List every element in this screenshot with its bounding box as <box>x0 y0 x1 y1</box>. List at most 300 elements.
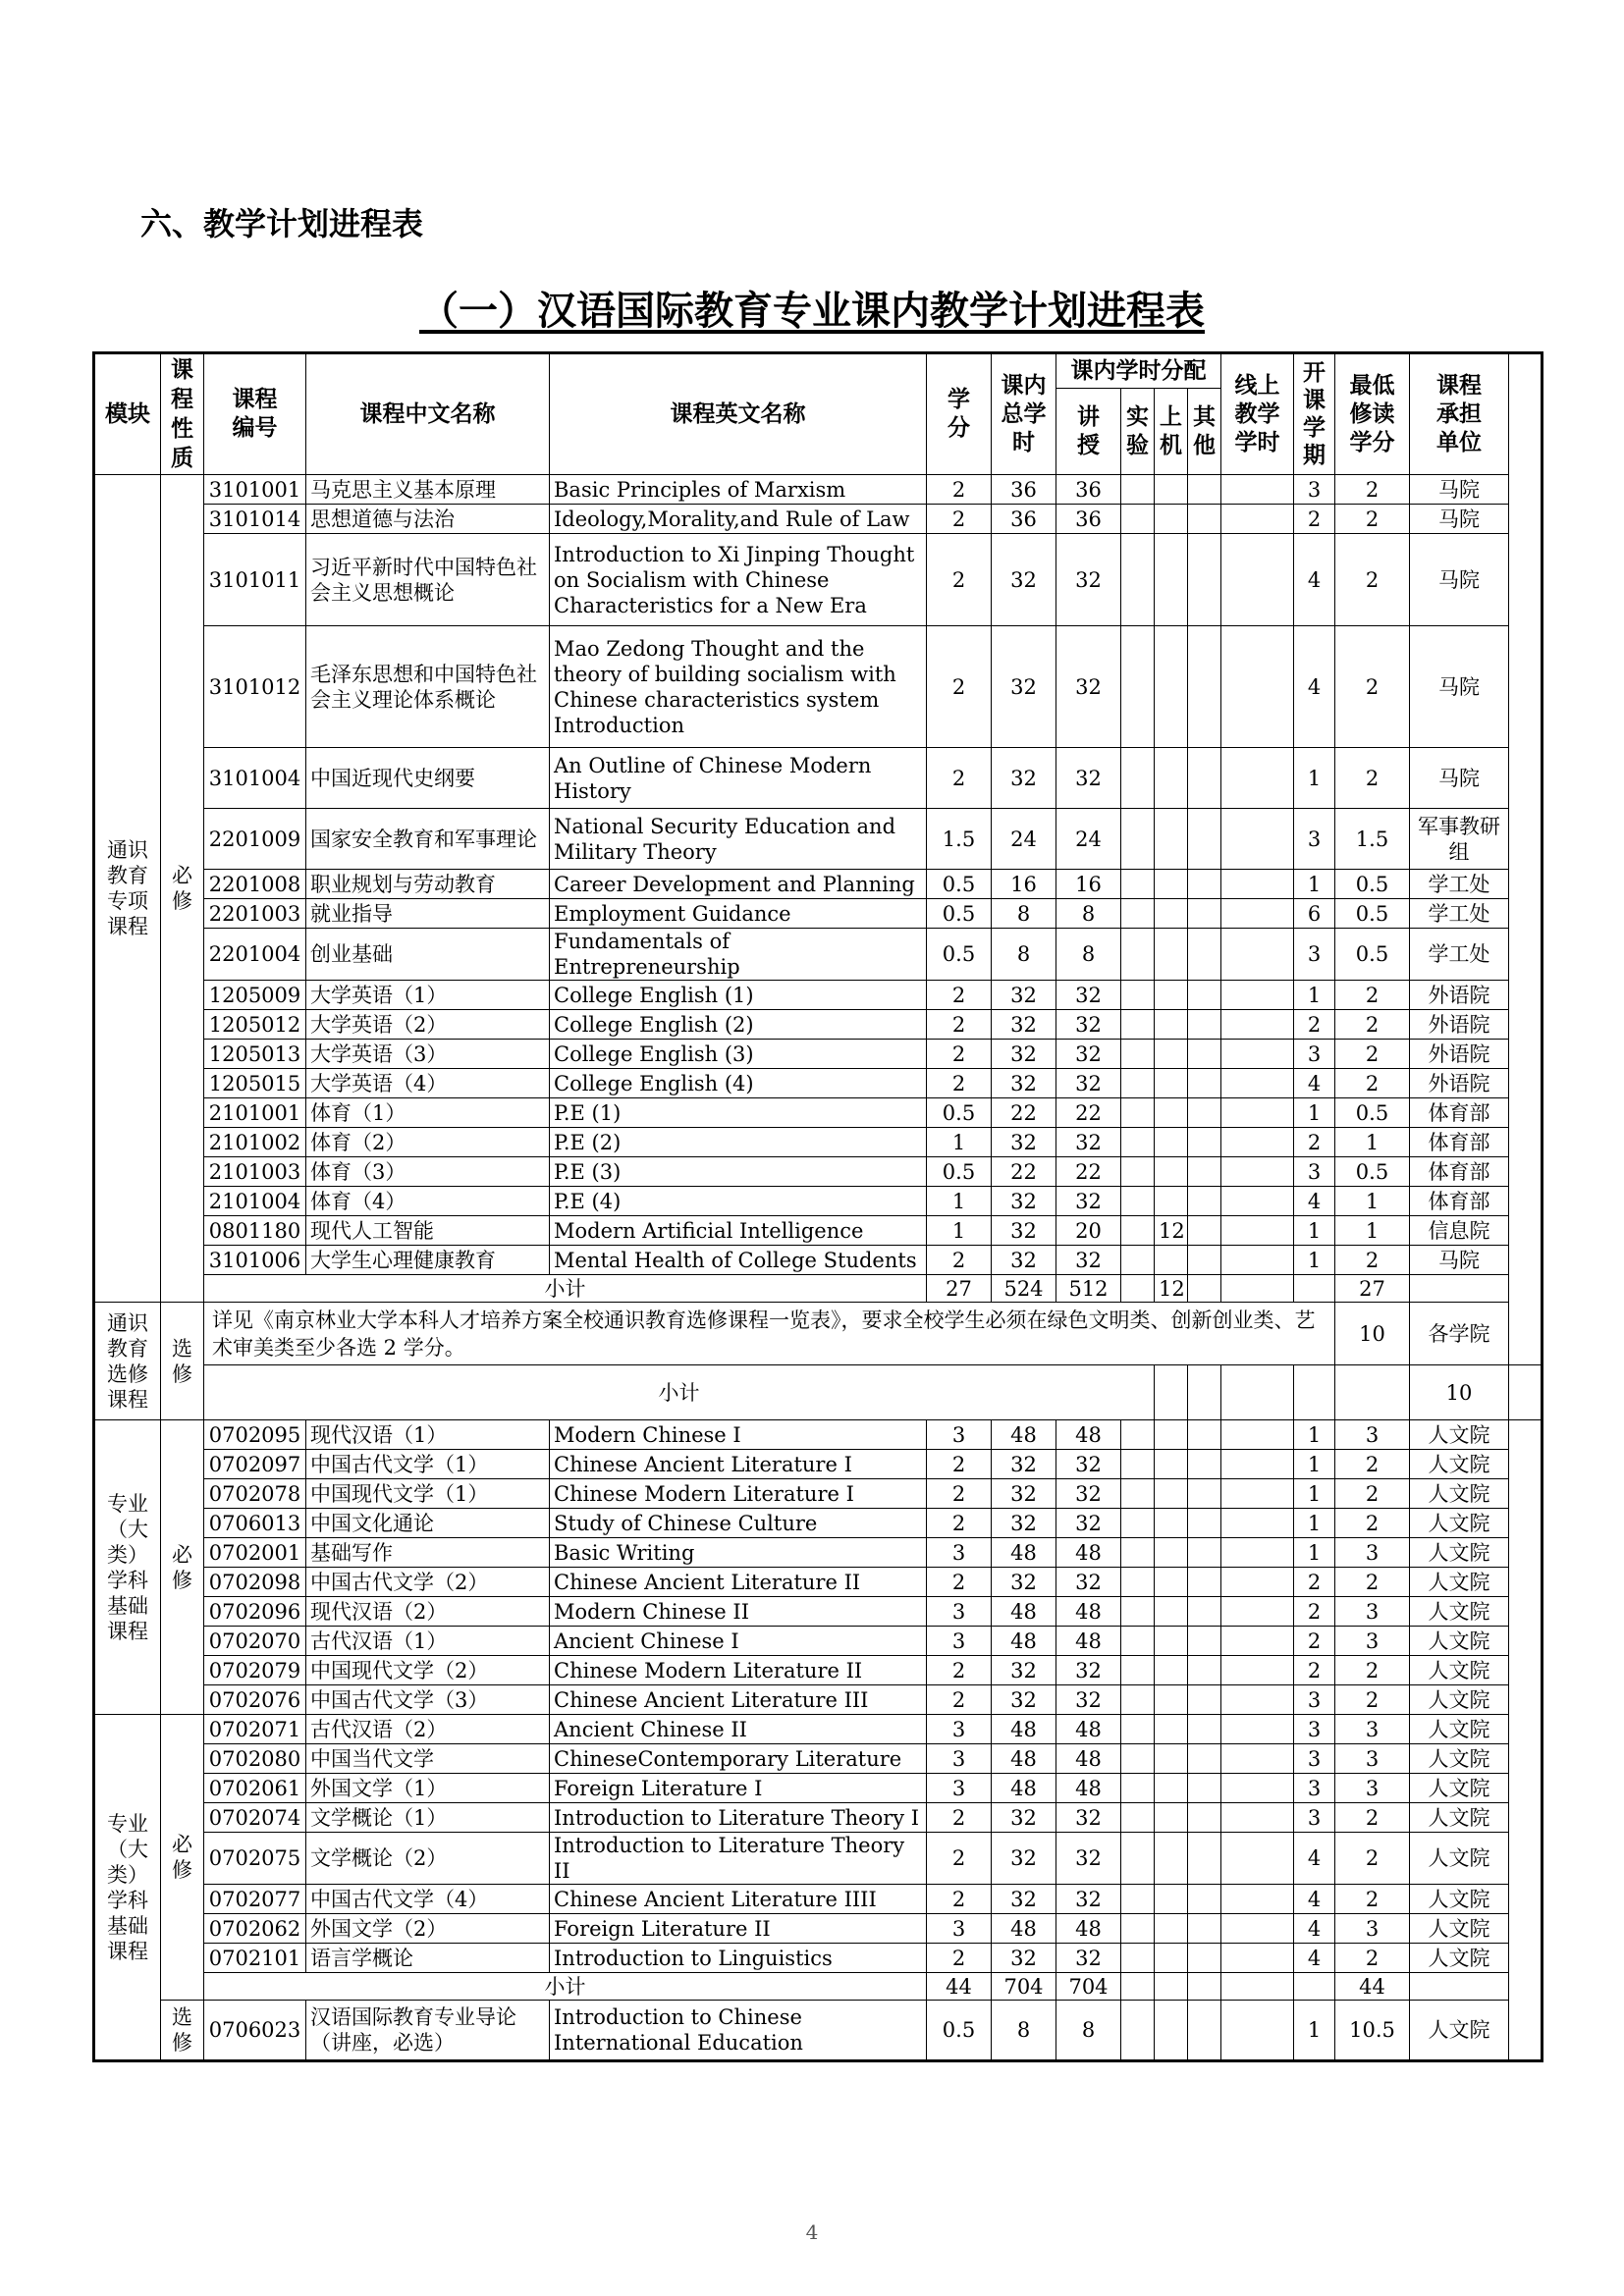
unit: 马院 <box>1410 505 1509 534</box>
other-hours <box>1188 1509 1221 1538</box>
course-name-cn: 大学英语（1） <box>306 981 550 1010</box>
course-code: 0801180 <box>204 1216 306 1246</box>
online-hours <box>1221 1450 1294 1479</box>
subtotal-credit: 44 <box>927 1973 992 2001</box>
subtotal-semester <box>1335 1365 1410 1420</box>
semester: 1 <box>1294 748 1335 809</box>
other-hours <box>1188 870 1221 899</box>
credit: 3 <box>927 1627 992 1656</box>
min-credit: 1 <box>1335 1128 1410 1157</box>
experiment-hours <box>1121 2001 1155 2061</box>
table-row <box>94 626 1543 748</box>
other-hours <box>1188 1187 1221 1216</box>
online-hours <box>1221 1479 1294 1509</box>
credit: 2 <box>927 1509 992 1538</box>
unit: 各学院 <box>1410 1303 1509 1365</box>
lecture-hours: 48 <box>1056 1420 1121 1450</box>
total-hours: 48 <box>992 1715 1056 1744</box>
course-code: 2101004 <box>204 1187 306 1216</box>
other-hours <box>1188 1246 1221 1275</box>
min-credit: 2 <box>1335 1479 1410 1509</box>
course-name-en: ChineseContemporary Literature <box>550 1744 927 1774</box>
subtotal-unit <box>1410 1973 1509 2001</box>
course-nature: 必 修 <box>161 1420 204 1715</box>
other-hours <box>1188 1715 1221 1744</box>
course-name-cn: 大学英语（4） <box>306 1069 550 1098</box>
table-row <box>94 534 1543 626</box>
other-hours <box>1188 981 1221 1010</box>
min-credit: 2 <box>1335 1685 1410 1715</box>
experiment-hours <box>1121 1509 1155 1538</box>
header-experiment: 实 验 <box>1121 389 1155 475</box>
lecture-hours: 32 <box>1056 1568 1121 1597</box>
semester: 3 <box>1294 1715 1335 1744</box>
credit: 2 <box>927 534 992 626</box>
unit: 人文院 <box>1410 1597 1509 1627</box>
course-name-cn: 中国古代文学（4） <box>306 1885 550 1914</box>
lecture-hours: 16 <box>1056 870 1121 899</box>
course-name-en: Chinese Ancient Literature IIII <box>550 1885 927 1914</box>
min-credit: 1 <box>1335 1187 1410 1216</box>
unit: 体育部 <box>1410 1128 1509 1157</box>
lecture-hours: 32 <box>1056 1040 1121 1069</box>
course-nature: 选 修 <box>161 2001 204 2061</box>
online-hours <box>1221 1069 1294 1098</box>
experiment-hours <box>1121 1656 1155 1685</box>
experiment-hours <box>1121 981 1155 1010</box>
total-hours: 32 <box>992 1010 1056 1040</box>
course-name-en: P.E (4) <box>550 1187 927 1216</box>
lecture-hours: 32 <box>1056 1187 1121 1216</box>
online-hours <box>1221 1538 1294 1568</box>
course-name-en: National Security Education and Military Theory <box>550 809 927 870</box>
lecture-hours: 48 <box>1056 1744 1121 1774</box>
unit: 人文院 <box>1410 1450 1509 1479</box>
course-name-cn: 创业基础 <box>306 929 550 981</box>
experiment-hours <box>1121 1833 1155 1885</box>
online-hours <box>1221 534 1294 626</box>
online-hours <box>1221 1944 1294 1973</box>
online-hours <box>1221 1774 1294 1803</box>
header-unit: 课程 承担 单位 <box>1410 353 1509 475</box>
lecture-hours: 32 <box>1056 1656 1121 1685</box>
lecture-hours: 32 <box>1056 534 1121 626</box>
semester: 3 <box>1294 1040 1335 1069</box>
computer-hours <box>1155 1833 1188 1885</box>
computer-hours <box>1155 1128 1188 1157</box>
min-credit: 0.5 <box>1335 899 1410 929</box>
computer-hours <box>1155 981 1188 1010</box>
online-hours <box>1221 1128 1294 1157</box>
unit: 学工处 <box>1410 899 1509 929</box>
min-credit: 2 <box>1335 1944 1410 1973</box>
lecture-hours: 32 <box>1056 1069 1121 1098</box>
experiment-hours <box>1121 1128 1155 1157</box>
lecture-hours: 32 <box>1056 1685 1121 1715</box>
table-row <box>94 1069 1543 1098</box>
unit: 外语院 <box>1410 981 1509 1010</box>
other-hours <box>1188 899 1221 929</box>
header-other: 其 他 <box>1188 389 1221 475</box>
table-row <box>94 1944 1543 1973</box>
online-hours <box>1221 1246 1294 1275</box>
semester: 3 <box>1294 1744 1335 1774</box>
online-hours <box>1221 1803 1294 1833</box>
computer-hours <box>1155 505 1188 534</box>
table-header <box>94 353 1543 475</box>
total-hours: 32 <box>992 1885 1056 1914</box>
experiment-hours <box>1121 1715 1155 1744</box>
course-code: 1205013 <box>204 1040 306 1069</box>
min-credit: 2 <box>1335 748 1410 809</box>
min-credit: 2 <box>1335 1069 1410 1098</box>
table-row <box>94 505 1543 534</box>
course-code: 0702074 <box>204 1803 306 1833</box>
course-name-cn: 就业指导 <box>306 899 550 929</box>
unit: 人文院 <box>1410 1944 1509 1973</box>
other-hours <box>1188 1098 1221 1128</box>
module-label: 专业 （大 类） 学科 基础 课程 <box>94 1715 161 2061</box>
table-row <box>94 1833 1543 1885</box>
module-label: 通识 教育 专项 课程 <box>94 475 161 1303</box>
computer-hours <box>1155 1597 1188 1627</box>
computer-hours <box>1155 1040 1188 1069</box>
course-code: 3101004 <box>204 748 306 809</box>
semester: 4 <box>1294 1914 1335 1944</box>
course-name-en: Ideology,Morality,and Rule of Law <box>550 505 927 534</box>
semester: 4 <box>1294 1069 1335 1098</box>
subtotal-hours: 704 <box>992 1973 1056 2001</box>
credit: 2 <box>927 1568 992 1597</box>
semester: 6 <box>1294 899 1335 929</box>
semester: 4 <box>1294 1944 1335 1973</box>
experiment-hours <box>1121 1685 1155 1715</box>
total-hours: 48 <box>992 1538 1056 1568</box>
course-name-en: Employment Guidance <box>550 899 927 929</box>
online-hours <box>1221 1833 1294 1885</box>
subtotal-sem <box>1294 1973 1335 2001</box>
other-hours <box>1188 1627 1221 1656</box>
course-name-en: Introduction to Literature Theory II <box>550 1833 927 1885</box>
course-name-cn: 习近平新时代中国特色社会主义思想概论 <box>306 534 550 626</box>
course-name-en: Foreign Literature II <box>550 1914 927 1944</box>
course-code: 2201004 <box>204 929 306 981</box>
unit: 人文院 <box>1410 1685 1509 1715</box>
min-credit: 2 <box>1335 505 1410 534</box>
experiment-hours <box>1121 1420 1155 1450</box>
credit: 2 <box>927 1479 992 1509</box>
computer-hours <box>1155 1627 1188 1656</box>
course-name-en: An Outline of Chinese Modern History <box>550 748 927 809</box>
experiment-hours <box>1121 475 1155 505</box>
course-name-en: Mao Zedong Thought and the theory of building socialism with Chinese characteristics system Introduction <box>550 626 927 748</box>
course-name-en: Introduction to Chinese International Education <box>550 2001 927 2061</box>
table-row <box>94 1803 1543 1833</box>
other-hours <box>1188 534 1221 626</box>
table-row <box>94 1216 1543 1246</box>
course-name-cn: 职业规划与劳动教育 <box>306 870 550 899</box>
lecture-hours: 32 <box>1056 1944 1121 1973</box>
lecture-hours: 8 <box>1056 899 1121 929</box>
course-code: 0702062 <box>204 1914 306 1944</box>
semester: 2 <box>1294 1568 1335 1597</box>
unit: 人文院 <box>1410 1744 1509 1774</box>
table-row <box>94 1040 1543 1069</box>
course-name-cn: 外国文学（1） <box>306 1774 550 1803</box>
online-hours <box>1221 1157 1294 1187</box>
subtotal-label: 小计 <box>204 1275 927 1303</box>
other-hours <box>1188 1656 1221 1685</box>
min-credit: 2 <box>1335 1010 1410 1040</box>
semester: 2 <box>1294 1597 1335 1627</box>
lecture-hours: 22 <box>1056 1098 1121 1128</box>
module-label: 专业 （大 类） 学科 基础 课程 <box>94 1420 161 1715</box>
teaching-plan-table <box>92 351 1543 2062</box>
subtotal-hours <box>1188 1365 1221 1420</box>
online-hours <box>1221 929 1294 981</box>
experiment-hours <box>1121 1744 1155 1774</box>
credit: 0.5 <box>927 870 992 899</box>
other-hours <box>1188 505 1221 534</box>
min-credit: 2 <box>1335 534 1410 626</box>
course-code: 0702079 <box>204 1656 306 1685</box>
min-credit: 2 <box>1335 1568 1410 1597</box>
course-code: 2201008 <box>204 870 306 899</box>
other-hours <box>1188 1069 1221 1098</box>
min-credit: 2 <box>1335 981 1410 1010</box>
course-name-en: P.E (3) <box>550 1157 927 1187</box>
table-row <box>94 981 1543 1010</box>
online-hours <box>1221 1040 1294 1069</box>
unit: 外语院 <box>1410 1040 1509 1069</box>
credit: 2 <box>927 1069 992 1098</box>
course-name-cn: 国家安全教育和军事理论 <box>306 809 550 870</box>
course-name-en: Fundamentals of Entrepreneurship <box>550 929 927 981</box>
other-hours <box>1188 2001 1221 2061</box>
experiment-hours <box>1121 929 1155 981</box>
experiment-hours <box>1121 1157 1155 1187</box>
experiment-hours <box>1121 1010 1155 1040</box>
course-nature: 必 修 <box>161 475 204 1303</box>
subtotal-credit <box>1155 1365 1188 1420</box>
course-name-cn: 体育（4） <box>306 1187 550 1216</box>
course-code: 3101014 <box>204 505 306 534</box>
course-name-cn: 基础写作 <box>306 1538 550 1568</box>
course-name-en: Chinese Modern Literature I <box>550 1479 927 1509</box>
total-hours: 32 <box>992 748 1056 809</box>
credit: 2 <box>927 981 992 1010</box>
experiment-hours <box>1121 1944 1155 1973</box>
course-name-cn: 中国古代文学（1） <box>306 1450 550 1479</box>
credit: 1 <box>927 1187 992 1216</box>
total-hours: 32 <box>992 534 1056 626</box>
subtotal-row <box>94 1365 1543 1420</box>
unit: 马院 <box>1410 748 1509 809</box>
course-name-cn: 中国近现代史纲要 <box>306 748 550 809</box>
total-hours: 36 <box>992 475 1056 505</box>
experiment-hours <box>1121 1450 1155 1479</box>
course-name-cn: 中国古代文学（3） <box>306 1685 550 1715</box>
computer-hours <box>1155 1744 1188 1774</box>
total-hours: 32 <box>992 1128 1056 1157</box>
semester: 3 <box>1294 809 1335 870</box>
lecture-hours: 22 <box>1056 1157 1121 1187</box>
experiment-hours <box>1121 1098 1155 1128</box>
course-name-en: College English (1) <box>550 981 927 1010</box>
course-name-en: Chinese Ancient Literature I <box>550 1450 927 1479</box>
subtotal-lecture: 512 <box>1056 1275 1121 1303</box>
semester: 4 <box>1294 1833 1335 1885</box>
semester: 2 <box>1294 1656 1335 1685</box>
credit: 1 <box>927 1216 992 1246</box>
course-code: 3101011 <box>204 534 306 626</box>
total-hours: 32 <box>992 1246 1056 1275</box>
course-code: 0702080 <box>204 1744 306 1774</box>
course-name-en: Introduction to Literature Theory I <box>550 1803 927 1833</box>
other-hours <box>1188 475 1221 505</box>
table-row <box>94 1098 1543 1128</box>
min-credit: 2 <box>1335 1246 1410 1275</box>
experiment-hours <box>1121 1216 1155 1246</box>
course-name-en: Basic Principles of Marxism <box>550 475 927 505</box>
course-name-cn: 体育（3） <box>306 1157 550 1187</box>
subtotal-other <box>1188 1973 1221 2001</box>
online-hours <box>1221 1568 1294 1597</box>
total-hours: 48 <box>992 1597 1056 1627</box>
course-code: 0702097 <box>204 1450 306 1479</box>
course-code: 3101001 <box>204 475 306 505</box>
computer-hours <box>1155 1246 1188 1275</box>
other-hours <box>1188 1914 1221 1944</box>
total-hours: 8 <box>992 929 1056 981</box>
computer-hours <box>1155 748 1188 809</box>
lecture-hours: 32 <box>1056 1450 1121 1479</box>
computer-hours <box>1155 1568 1188 1597</box>
table-row <box>94 1568 1543 1597</box>
subtotal-lecture <box>1221 1365 1294 1420</box>
semester: 1 <box>1294 870 1335 899</box>
other-hours <box>1188 1040 1221 1069</box>
total-hours: 32 <box>992 1069 1056 1098</box>
subtotal-lecture: 704 <box>1056 1973 1121 2001</box>
computer-hours <box>1155 1538 1188 1568</box>
table-row <box>94 1656 1543 1685</box>
course-name-en: P.E (1) <box>550 1098 927 1128</box>
credit: 3 <box>927 1715 992 1744</box>
experiment-hours <box>1121 1568 1155 1597</box>
total-hours: 48 <box>992 1744 1056 1774</box>
course-name-en: Chinese Modern Literature II <box>550 1656 927 1685</box>
experiment-hours <box>1121 809 1155 870</box>
online-hours <box>1221 505 1294 534</box>
experiment-hours <box>1121 1885 1155 1914</box>
lecture-hours: 32 <box>1056 1246 1121 1275</box>
table-row <box>94 1509 1543 1538</box>
computer-hours <box>1155 1656 1188 1685</box>
online-hours <box>1221 1010 1294 1040</box>
elective-note: 详见《南京林业大学本科人才培养方案全校通识教育选修课程一览表》，要求全校学生必须在绿色文明类、创新创业类、艺术审美类至少各选 2 学分。 <box>204 1303 1335 1365</box>
total-hours: 32 <box>992 1833 1056 1885</box>
other-hours <box>1188 809 1221 870</box>
total-hours: 32 <box>992 1450 1056 1479</box>
header-online: 线上 教学 学时 <box>1221 353 1294 475</box>
table-row <box>94 1157 1543 1187</box>
total-hours: 32 <box>992 1685 1056 1715</box>
other-hours <box>1188 626 1221 748</box>
unit: 外语院 <box>1410 1010 1509 1040</box>
computer-hours <box>1155 809 1188 870</box>
other-hours <box>1188 1833 1221 1885</box>
online-hours <box>1221 981 1294 1010</box>
other-hours <box>1188 1128 1221 1157</box>
min-credit: 2 <box>1335 1509 1410 1538</box>
course-name-cn: 古代汉语（2） <box>306 1715 550 1744</box>
other-hours <box>1188 1885 1221 1914</box>
computer-hours <box>1155 2001 1188 2061</box>
total-hours: 16 <box>992 870 1056 899</box>
table-title <box>0 280 1624 336</box>
other-hours <box>1188 748 1221 809</box>
experiment-hours <box>1121 899 1155 929</box>
unit: 人文院 <box>1410 1914 1509 1944</box>
semester: 2 <box>1294 505 1335 534</box>
course-code: 2201009 <box>204 809 306 870</box>
credit: 2 <box>927 1246 992 1275</box>
computer-hours <box>1155 1509 1188 1538</box>
course-name-en: College English (3) <box>550 1040 927 1069</box>
other-hours <box>1188 1216 1221 1246</box>
other-hours <box>1188 1597 1221 1627</box>
online-hours <box>1221 1914 1294 1944</box>
course-name-en: Basic Writing <box>550 1538 927 1568</box>
unit: 信息院 <box>1410 1216 1509 1246</box>
course-code: 0702095 <box>204 1420 306 1450</box>
course-name-en: Ancient Chinese I <box>550 1627 927 1656</box>
course-name-cn: 中国文化通论 <box>306 1509 550 1538</box>
min-credit: 2 <box>1335 1803 1410 1833</box>
credit: 2 <box>927 1685 992 1715</box>
min-credit: 2 <box>1335 1450 1410 1479</box>
semester: 1 <box>1294 981 1335 1010</box>
course-code: 0702075 <box>204 1833 306 1885</box>
computer-hours <box>1155 1069 1188 1098</box>
other-hours <box>1188 1420 1221 1450</box>
online-hours <box>1221 1685 1294 1715</box>
online-hours <box>1221 809 1294 870</box>
subtotal-hours: 524 <box>992 1275 1056 1303</box>
course-name-cn: 体育（2） <box>306 1128 550 1157</box>
unit: 人文院 <box>1410 1885 1509 1914</box>
table-row <box>94 1187 1543 1216</box>
course-nature: 必 修 <box>161 1715 204 2001</box>
semester: 1 <box>1294 1216 1335 1246</box>
other-hours <box>1188 1774 1221 1803</box>
course-code: 0702076 <box>204 1685 306 1715</box>
unit: 人文院 <box>1410 1833 1509 1885</box>
online-hours <box>1221 1597 1294 1627</box>
header-module: 模块 <box>94 353 161 475</box>
min-credit: 3 <box>1335 1744 1410 1774</box>
unit: 人文院 <box>1410 1803 1509 1833</box>
table-row <box>94 1246 1543 1275</box>
other-hours <box>1188 1803 1221 1833</box>
semester: 4 <box>1294 626 1335 748</box>
table-row <box>94 929 1543 981</box>
lecture-hours: 48 <box>1056 1715 1121 1744</box>
credit: 2 <box>927 626 992 748</box>
table-row <box>94 1538 1543 1568</box>
course-nature: 选 修 <box>161 1303 204 1420</box>
